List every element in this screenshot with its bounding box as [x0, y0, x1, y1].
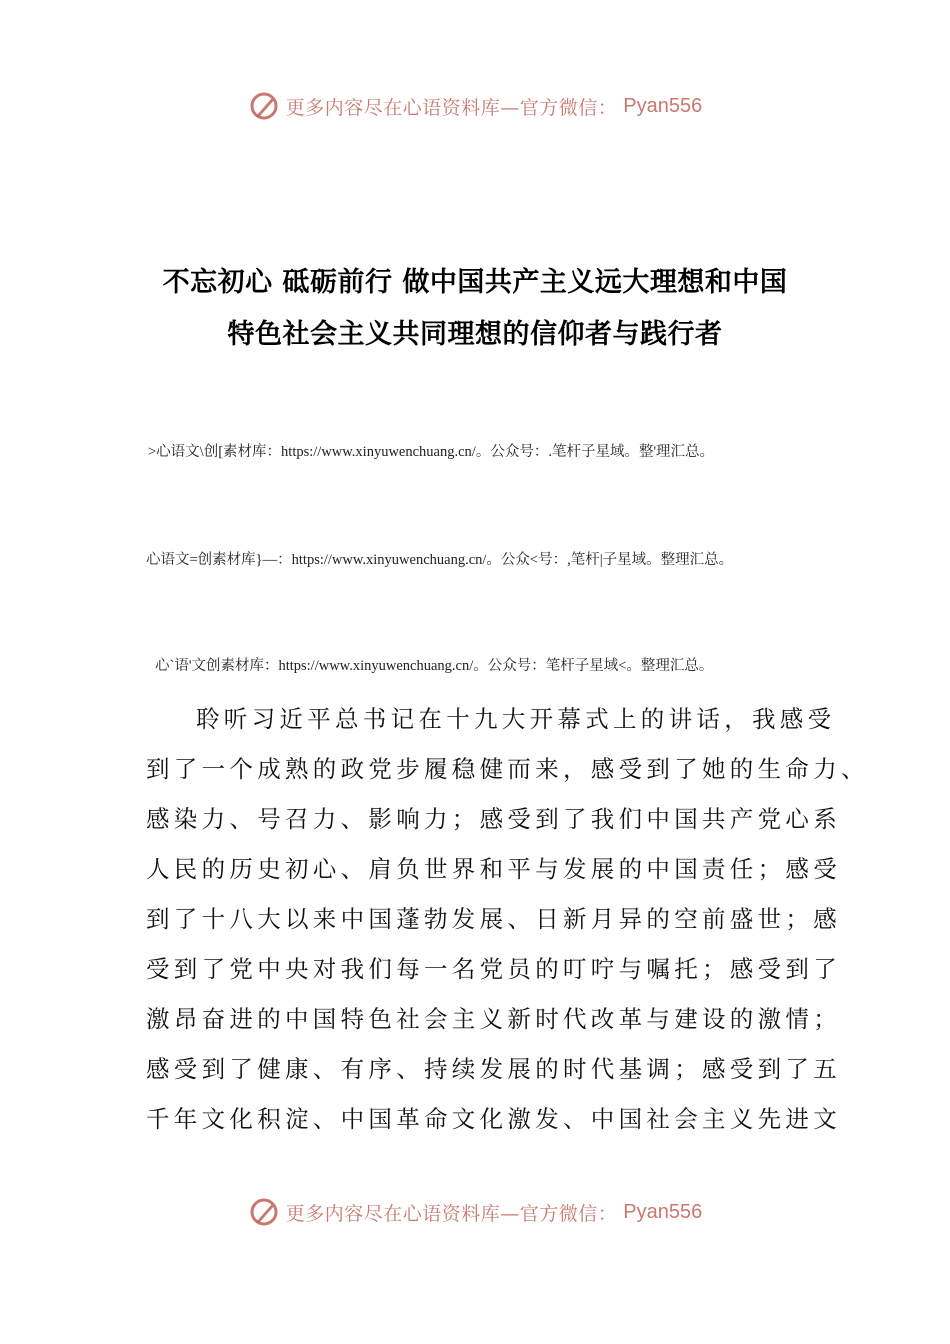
- body-text-line: 人民的历史初心、肩负世界和平与发展的中国责任；感受: [146, 855, 841, 883]
- body-text-line: 千年文化积淀、中国革命文化激发、中国社会主义先进文: [146, 1105, 841, 1133]
- body-text-line: 到了十八大以来中国蓬勃发展、日新月异的空前盛世；感: [146, 905, 841, 933]
- pen-circle-logo-icon: [248, 90, 280, 122]
- body-text-line: 感染力、号召力、影响力；感受到了我们中国共产党心系: [146, 805, 841, 833]
- document-title-line-1: 不忘初心 砥砺前行 做中国共产主义远大理想和中国: [162, 267, 788, 298]
- body-text-line: 受到了党中央对我们每一名党员的叮咛与嘱托；感受到了: [146, 955, 841, 983]
- header-banner: [0, 86, 950, 126]
- source-notice: >心语文\创[素材库：https://www.xinyuwenchuang.cn/。公众号：.笔杆子星域。整'理汇总。: [148, 444, 715, 460]
- document-title-line-2: 特色社会主义共同理想的信仰者与践行者: [227, 319, 723, 350]
- banner-wechat-id: Pyan556: [623, 1200, 703, 1223]
- banner-wechat-id: Pyan556: [623, 94, 703, 117]
- body-text-line: 激昂奋进的中国特色社会主义新时代改革与建设的激情；: [146, 1005, 841, 1033]
- source-notice: 心`语'文创素材库：https://www.xinyuwenchuang.cn/。公众号：笔杆子星域<。整理汇总。: [155, 658, 714, 674]
- body-text-line: 到了一个成熟的政党步履稳健而来，感受到了她的生命力、: [146, 755, 869, 783]
- footer-banner: [0, 1192, 950, 1232]
- body-text-line: 聆听习近平总书记在十九大开幕式上的讲话，我感受: [196, 705, 836, 733]
- banner-text: 更多内容尽在心语资料库—官方微信：: [285, 96, 618, 119]
- body-text-line: 感受到了健康、有序、持续发展的时代基调；感受到了五: [146, 1055, 841, 1083]
- banner-text: 更多内容尽在心语资料库—官方微信：: [285, 1202, 618, 1225]
- pen-circle-logo-icon: [248, 1196, 280, 1228]
- source-notice: 心语文=创素材库}—：https://www.xinyuwenchuang.cn/。公众<号：,笔杆|子星域。整理汇总。: [146, 552, 734, 568]
